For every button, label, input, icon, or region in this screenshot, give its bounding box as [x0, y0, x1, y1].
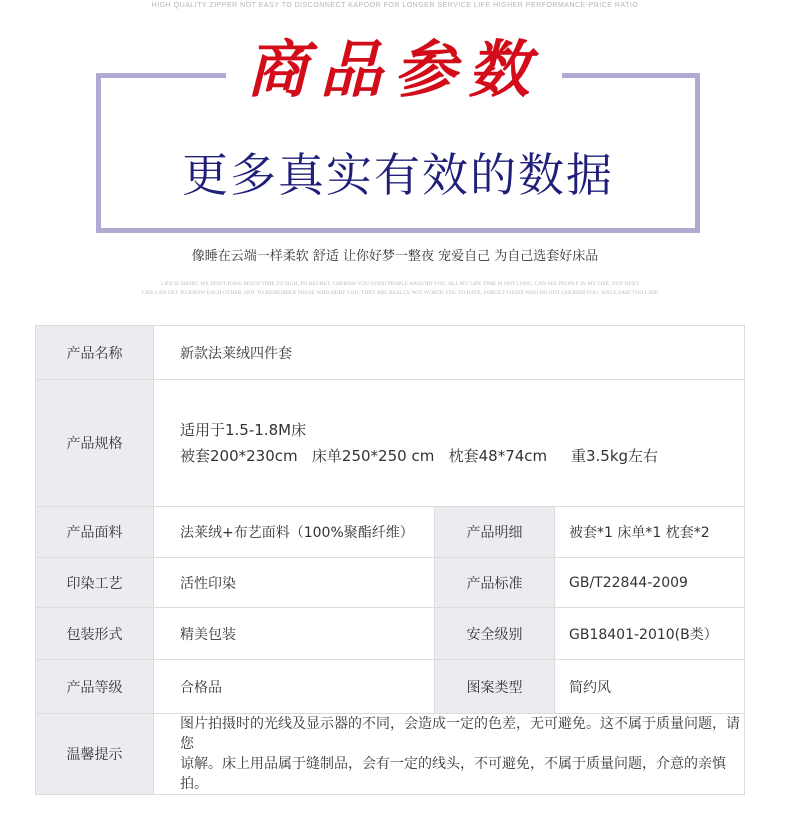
size-value — [154, 380, 745, 507]
safety-value: GB18401-2010(B类） — [555, 608, 745, 660]
grade-label: 产品等级 — [36, 660, 154, 714]
pattern-label: 图案类型 — [435, 660, 555, 714]
pattern-value: 简约风 — [555, 660, 745, 714]
size-label: 产品规格 — [36, 380, 154, 507]
detail-value: 被套*1 床单*1 枕套*2 — [555, 507, 745, 558]
standard-value: GB/T22844-2009 — [555, 558, 745, 608]
table-row — [36, 326, 745, 380]
standard-label: 产品标准 — [435, 558, 555, 608]
package-label: 包装形式 — [36, 608, 154, 660]
tip-line-1: 图片拍摄时的光线及显示器的不同，会造成一定的色差，无可避免。这不属于质量问题，请您 — [180, 716, 740, 752]
grade-value: 合格品 — [154, 660, 435, 714]
page-subtitle: 更多真实有效的数据 — [182, 148, 614, 202]
english-decor-text — [100, 280, 700, 298]
package-value: 精美包装 — [154, 608, 435, 660]
table-row — [36, 608, 745, 660]
detail-label: 产品明细 — [435, 507, 555, 558]
english-line-2: LIFE CAN GET TO KNOW EACH OTHER, NOT TO REMEMBER THOSE WHO HURT YOU, THEY ARE REALLY NOT WORTH YOU TO HATE, FORGET THOSE WHO DO NOT CHERISH YOU, SINCE SAID TOO LATE — [141, 290, 659, 296]
fabric-label: 产品面料 — [36, 507, 154, 558]
tip-label: 温馨提示 — [36, 714, 154, 795]
size-line-2: 被套200*230cm 床单250*250 cm 枕套48*74cm 重3.5kg左右 — [180, 447, 659, 465]
name-label: 产品名称 — [36, 326, 154, 380]
name-value: 新款法莱绒四件套 — [154, 326, 745, 380]
slogan: 像睡在云端一样柔软 舒适 让你好梦一整夜 宠爱自己 为自己选套好床品 — [191, 249, 599, 264]
print-value: 活性印染 — [154, 558, 435, 608]
safety-label: 安全级别 — [435, 608, 555, 660]
top-tagline: HIGH QUALITY ZIPPER NOT EASY TO DISCONNECT KAPOOR FOR LONGER SERVICE LIFE HIGHER PERFORMANCE-PRICE RATIO — [151, 2, 639, 9]
tip-line-2: 谅解。床上用品属于缝制品，会有一定的线头，不可避免，不属于质量问题，介意的亲慎拍。 — [180, 756, 726, 792]
spec-table — [35, 325, 745, 795]
print-label: 印染工艺 — [36, 558, 154, 608]
table-row — [36, 714, 745, 795]
english-line-1: LIFE IS SHORT, WE DON'T HAVE MUCH TIME TO SIGH, TO REGRET, CHERISH YOU GOOD PEOPLE AROUND YOU, ALL MY LIFE TIME IS NOT LONG, CAN SEE PEOPLE IN MY LIFE, NOT NEXT — [160, 281, 640, 287]
table-row — [36, 558, 745, 608]
table-row — [36, 660, 745, 714]
size-line-1: 适用于1.5-1.8M床 — [180, 421, 307, 439]
tip-value — [154, 714, 745, 795]
table-row — [36, 507, 745, 558]
fabric-value: 法莱绒+布艺面料（100%聚酯纤维） — [154, 507, 435, 558]
page-title: 商品参数 — [245, 33, 542, 106]
table-row — [36, 380, 745, 507]
